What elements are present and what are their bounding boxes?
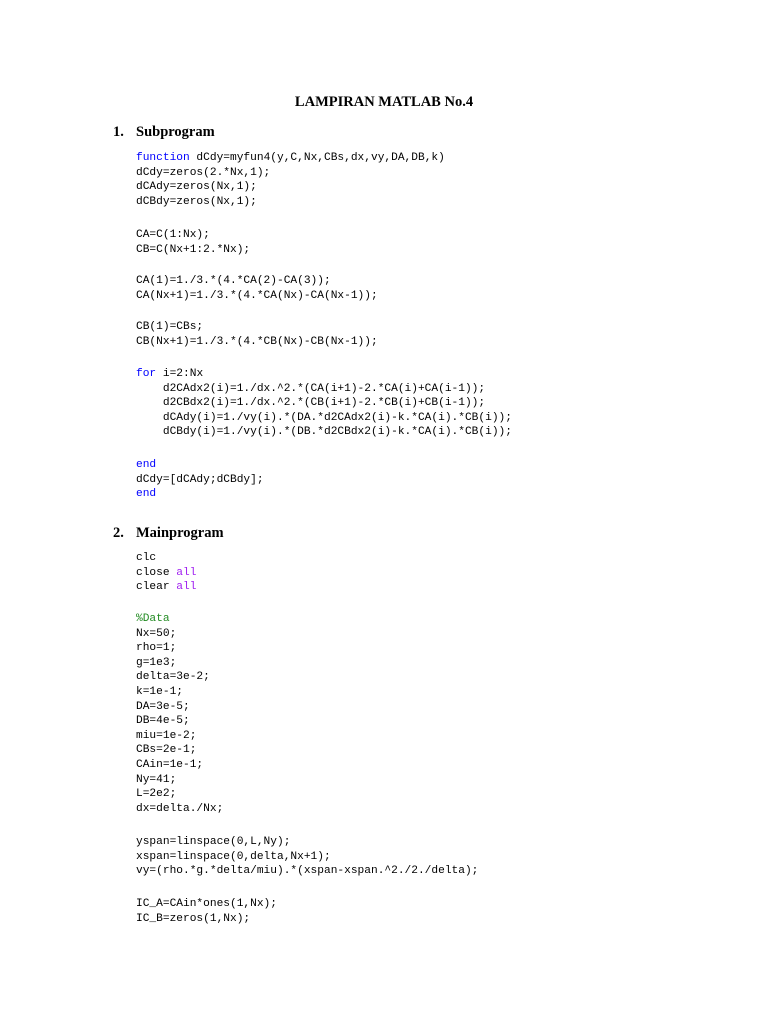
page-title: LAMPIRAN MATLAB No.4 — [294, 94, 474, 110]
code-text: d2CBdx2(i)=1./dx.^2.*(CB(i+1)-2.*CB(i)+CB(i-1)); — [136, 397, 486, 410]
code-text: dCdy=zeros(2.*Nx,1); — [136, 166, 271, 179]
code-keyword: for — [136, 368, 157, 380]
code-text: delta=3e-2; — [136, 671, 210, 684]
code-keyword: end — [136, 459, 157, 471]
code-string: all — [176, 566, 197, 579]
code-block-5 — [136, 367, 512, 440]
code-block-7 — [136, 551, 196, 595]
code-text: dCdy=myfun4(y,C,Nx,CBs,dx,vy,DA,DB,k) — [189, 152, 445, 164]
code-text: xspan=linspace(0,delta,Nx+1); — [136, 850, 331, 863]
code-line — [136, 850, 478, 865]
code-text: dCBdy=zeros(Nx,1); — [136, 195, 257, 208]
code-line — [136, 320, 378, 335]
code-text: dCAdy=zeros(Nx,1); — [136, 181, 257, 194]
code-line — [136, 382, 512, 397]
code-line — [136, 166, 445, 181]
code-text: CB(1)=CBs; — [136, 321, 204, 333]
code-block-2 — [136, 228, 250, 257]
code-block-9 — [136, 835, 478, 879]
code-text: DB=4e-5; — [136, 715, 190, 728]
code-block-8 — [136, 612, 223, 816]
code-text: g=1e3; — [136, 656, 177, 669]
code-text: yspan=linspace(0,L,Ny); — [136, 836, 291, 848]
code-block-3 — [136, 274, 378, 303]
code-text: CA=C(1:Nx); — [136, 229, 210, 241]
code-block-10 — [136, 897, 277, 926]
code-text: IC_A=CAin*ones(1,Nx); — [136, 898, 277, 910]
code-line — [136, 228, 250, 243]
code-line — [136, 411, 512, 426]
code-keyword: function — [136, 152, 190, 164]
code-line — [136, 670, 223, 685]
code-text: CB=C(Nx+1:2.*Nx); — [136, 243, 251, 256]
code-string: all — [176, 581, 197, 594]
code-line — [136, 802, 223, 817]
code-line — [136, 180, 445, 195]
code-text: CBs=2e-1; — [136, 744, 197, 757]
code-line — [136, 612, 223, 627]
code-line — [136, 685, 223, 700]
section-title: Subprogram — [136, 124, 215, 140]
code-line — [136, 195, 445, 210]
code-line — [136, 274, 378, 289]
code-text: dCdy=[dCAdy;dCBdy]; — [136, 473, 264, 486]
code-block-1 — [136, 151, 445, 209]
code-text: rho=1; — [136, 642, 177, 655]
code-text: IC_B=zeros(1,Nx); — [136, 912, 251, 925]
code-text: CA(Nx+1)=1./3.*(4.*CA(Nx)-CA(Nx-1)); — [136, 289, 378, 302]
code-line — [136, 627, 223, 642]
code-text: CAin=1e-1; — [136, 758, 204, 771]
code-line — [136, 773, 223, 788]
code-keyword: end — [136, 488, 157, 501]
code-line — [136, 243, 250, 258]
code-line — [136, 367, 512, 382]
code-block-6 — [136, 458, 264, 502]
code-text: clear — [136, 581, 177, 594]
code-comment: %Data — [136, 613, 170, 625]
code-text: dCBdy(i)=1./vy(i).*(DB.*d2CBdx2(i)-k.*CA(i).*CB(i)); — [136, 426, 512, 439]
code-text: dCAdy(i)=1./vy(i).*(DA.*d2CAdx2(i)-k.*CA(i).*CB(i)); — [136, 411, 512, 424]
code-text: close — [136, 566, 177, 579]
code-line — [136, 335, 378, 350]
code-line — [136, 487, 264, 502]
code-line — [136, 864, 478, 879]
code-line — [136, 835, 478, 850]
code-line — [136, 714, 223, 729]
code-line — [136, 897, 277, 912]
section-heading-mainprogram — [113, 524, 224, 542]
code-line — [136, 425, 512, 440]
code-block-4 — [136, 320, 378, 349]
code-line — [136, 151, 445, 166]
code-line — [136, 289, 378, 304]
code-text: clc — [136, 552, 157, 564]
code-line — [136, 580, 196, 595]
code-text: Nx=50; — [136, 627, 177, 640]
code-line — [136, 656, 223, 671]
code-line — [136, 551, 196, 566]
code-line — [136, 566, 196, 581]
section-number: 1. — [113, 124, 124, 140]
code-text: dx=delta./Nx; — [136, 802, 224, 815]
code-line — [136, 700, 223, 715]
code-line — [136, 641, 223, 656]
code-line — [136, 729, 223, 744]
code-text: L=2e2; — [136, 788, 177, 801]
code-text: CB(Nx+1)=1./3.*(4.*CB(Nx)-CB(Nx-1)); — [136, 335, 378, 348]
code-line — [136, 758, 223, 773]
code-line — [136, 912, 277, 927]
code-text: vy=(rho.*g.*delta/miu).*(xspan-xspan.^2./2./delta); — [136, 865, 479, 878]
code-text: miu=1e-2; — [136, 729, 197, 742]
code-text: CA(1)=1./3.*(4.*CA(2)-CA(3)); — [136, 275, 331, 287]
code-text: i=2:Nx — [156, 368, 204, 380]
code-text: Ny=41; — [136, 773, 177, 786]
code-text: k=1e-1; — [136, 685, 183, 698]
code-line — [136, 787, 223, 802]
code-line — [136, 473, 264, 488]
code-line — [136, 396, 512, 411]
code-text: DA=3e-5; — [136, 700, 190, 713]
code-text: d2CAdx2(i)=1./dx.^2.*(CA(i+1)-2.*CA(i)+CA(i-1)); — [136, 382, 486, 395]
code-line — [136, 743, 223, 758]
code-line — [136, 458, 264, 473]
section-number: 2. — [113, 525, 124, 541]
section-heading-subprogram — [113, 123, 215, 141]
section-title: Mainprogram — [136, 525, 224, 541]
